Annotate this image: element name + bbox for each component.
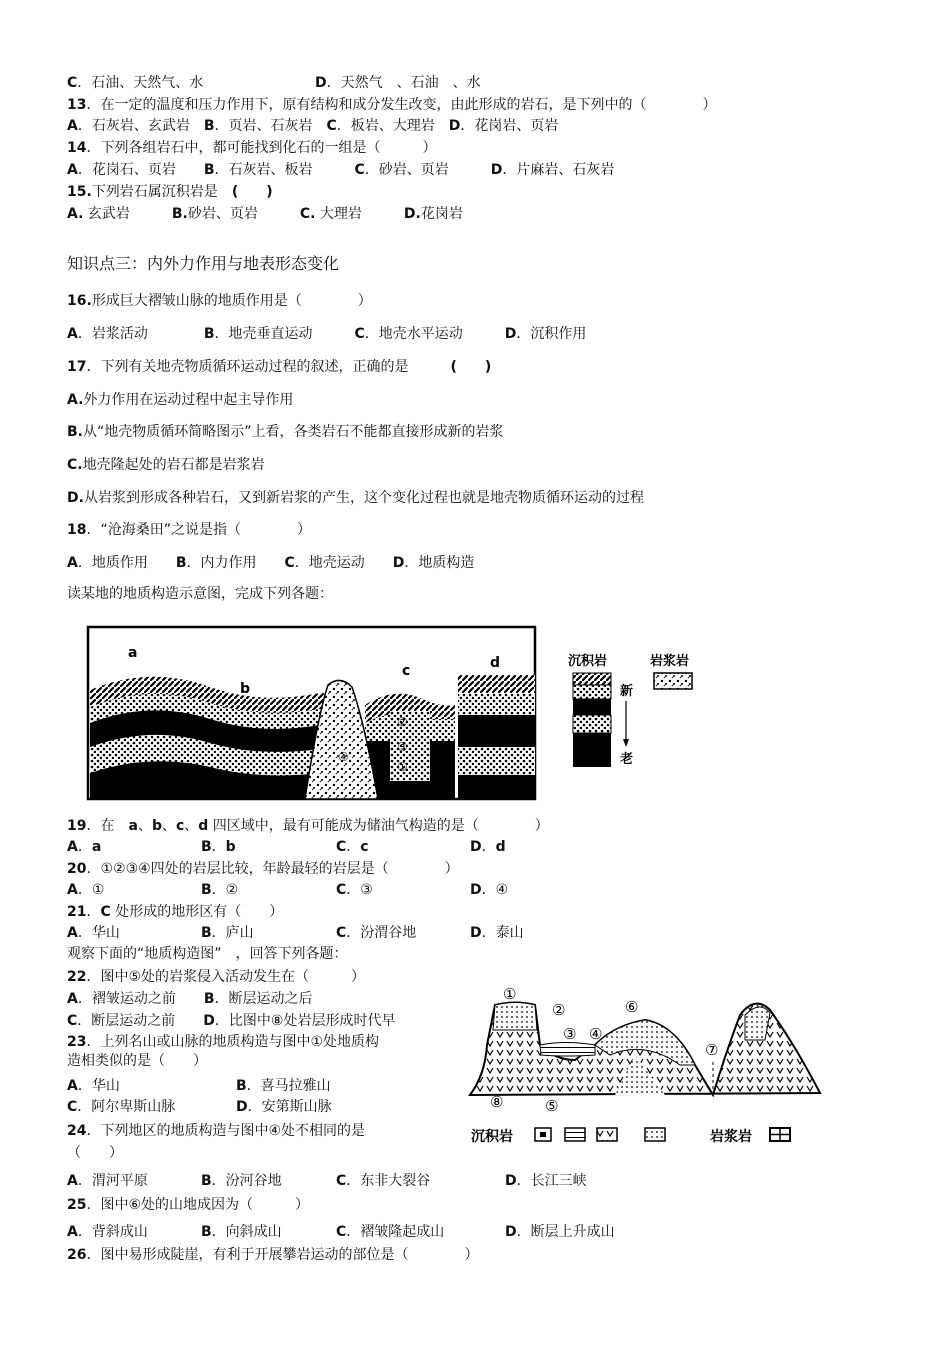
text-line [67,358,491,376]
text-span: ． [481,839,496,855]
text-span: 读某地的地质构造示意图，完成下列各题： [67,586,333,602]
text-span: D [505,1173,517,1189]
text-span: B [201,1173,212,1189]
text-span: ．页岩、石灰岩 [214,118,327,134]
text-span: （ ） [67,1145,123,1161]
text-line [67,1246,478,1264]
text-span: ．长江三峡 [516,1173,587,1189]
text-span: 19 [67,818,87,834]
text-line [67,139,436,157]
text-span: 16. [67,293,92,309]
text-span: ．向斜成山 [211,1224,282,1240]
text-span: ． [346,839,361,855]
text-line [67,1122,365,1140]
text-span: A [67,925,78,941]
circled-2: ② [397,715,408,729]
text-span: B [203,991,215,1007]
text-span: B. [67,424,83,440]
text-span: ．东非大裂谷 [346,1173,431,1189]
text-span: 花岗岩 [420,206,463,222]
text-span: 从岩浆到形成各种岩石，又到新岩浆的产生，这个变化过程也就是地壳物质循环运动的过程 [83,490,644,506]
text-span: B [236,1078,247,1094]
text-span: 26 [67,1247,87,1263]
text-line [67,521,311,539]
text-span: 22 [67,969,87,985]
text-span: C [336,1224,347,1240]
text-span: 、 [161,818,176,834]
text-span: B [201,839,212,855]
text-span: 18 [67,522,87,538]
geology-diagram-2 [465,985,845,1150]
text-span: C. [299,206,316,222]
text-span: B [175,555,187,571]
legend-new: 新 [620,684,634,699]
text-span: ．地壳垂直运动 [214,326,355,342]
text-span: b [225,839,236,855]
text-span: ．阿尔卑斯山脉 [77,1099,176,1115]
text-span: ．下列各组岩石中，都可能找到化石的一组是（ ） [86,140,437,156]
text-span: ．褶皱隆起成山 [346,1224,445,1240]
text-span: D [392,555,405,571]
text-span: 玄武岩 [83,206,172,222]
text-span: a [128,818,138,834]
text-span: d [495,839,506,855]
circled-6: ⑥ [625,998,639,1016]
text-line [336,838,369,856]
text-span: 观察下面的“地质构造图” ，回答下列各题： [67,946,348,962]
text-line [505,1223,615,1241]
legend-igneous: 岩浆岩 [650,654,690,669]
text-span: ．石灰岩、玄武岩 [77,118,204,134]
text-span: ．断层运动之前 [77,1013,204,1029]
text-line [67,161,614,179]
text-span: C [336,925,347,941]
geology-diagram-1 [60,615,700,815]
text-span: C [284,555,295,571]
text-line [470,838,506,856]
legend-sedimentary: 沉积岩 [568,654,608,669]
circled-4: ④ [589,1025,603,1043]
text-span: C. [67,457,83,473]
text-span: ．内力作用 [186,555,285,571]
text-line [67,585,333,603]
text-line [67,205,463,223]
text-span: B [203,118,215,134]
text-span: D [490,162,503,178]
text-line [67,860,459,878]
text-line [67,1144,123,1162]
legend-sedimentary: 沉积岩 [471,1129,513,1145]
text-span: D [470,839,482,855]
text-span: ．安第斯山脉 [247,1099,332,1115]
text-span: ．石油、天然气、水 [77,75,204,91]
text-line [67,838,101,856]
text-line [67,456,265,474]
text-line [201,924,254,942]
text-span: ．砂岩、页岩 [364,162,491,178]
text-span: D [504,326,517,342]
text-span: 四区域中，最有可能成为储油气构造的是（ ） [208,818,549,834]
text-span: ．庐山 [211,925,254,941]
text-line [201,838,236,856]
text-span: C [67,1013,78,1029]
text-line [67,96,716,114]
text-line [67,325,586,343]
text-span: A [67,991,78,1007]
text-span: 20 [67,861,87,877]
text-span: 大理岩 [315,206,404,222]
text-span: B [201,882,212,898]
text-span: A. [67,392,84,408]
text-span: ．① [77,882,105,898]
text-span: ．褶皱运动之前 [77,991,204,1007]
text-span: A [67,1173,78,1189]
text-span: 砂岩、页岩 [187,206,300,222]
text-line [505,1172,587,1190]
text-line [67,117,558,135]
text-span: ．华山 [77,1078,120,1094]
text-line [236,1098,332,1116]
text-span: ．图中易形成陡崖，有利于开展攀岩运动的部位是（ ） [86,1247,479,1263]
text-span: ．地质构造 [404,555,475,571]
circled-1: ① [503,985,517,1003]
label-b: b [240,681,251,697]
circled-3: ③ [563,1025,577,1043]
text-line [67,968,365,986]
text-span: D. [67,490,84,506]
text-line [201,1223,282,1241]
text-span: A. [67,206,84,222]
text-span: ． [77,839,92,855]
text-span: 外力作用在运动过程中起主导作用 [83,392,294,408]
text-span: B [201,1224,212,1240]
text-span: D [203,1013,215,1029]
text-span: ．图中⑥处的山地成因为（ ） [86,1197,310,1213]
text-span: ．岩浆活动 [77,326,204,342]
text-span: ．地壳运动 [294,555,393,571]
text-span: C [67,75,78,91]
text-line [67,423,504,441]
text-line [236,1077,331,1095]
text-span: ．汾河谷地 [211,1173,282,1189]
text-span: C [336,1173,347,1189]
text-span: A [67,1224,78,1240]
circled-4: ④ [338,750,349,764]
text-span: ．花岗岩、页岩 [460,118,559,134]
text-span: ．断层上升成山 [516,1224,615,1240]
text-span: ．下列地区的地质构造与图中④处不相同的是 [86,1123,366,1139]
text-line [67,903,283,921]
text-span: A [67,882,78,898]
text-line [315,74,481,92]
text-line [67,1223,148,1241]
text-span: B [203,162,215,178]
text-span: A [67,326,78,342]
text-span: D [470,882,482,898]
text-span: D [315,75,327,91]
text-span: ．比图中⑧处岩层形成时代早 [214,1013,396,1029]
text-span: D [470,925,482,941]
text-span: ．下列有关地壳物质循环运动过程的叙述，正确的是 [86,359,451,375]
text-line [67,74,203,92]
circled-7: ⑦ [705,1041,719,1059]
text-span: D [505,1224,517,1240]
label-c: c [402,663,411,679]
text-span: 、 [137,818,152,834]
text-span: ．华山 [77,925,120,941]
text-span: A [67,1078,78,1094]
text-line [67,1012,395,1030]
text-span: 13 [67,97,87,113]
text-line [67,391,293,409]
text-span: ．“沧海桑田”之说是指（ ） [86,522,311,538]
text-span: ．④ [481,882,509,898]
text-span: 处形成的地形区有（ ） [110,904,284,920]
text-span: 17 [67,359,87,375]
circled-8: ⑧ [490,1093,504,1111]
text-span: C [67,1099,78,1115]
text-line [201,881,238,899]
text-span: ． [211,839,226,855]
text-span: 造相类似的是（ ） [67,1053,207,1069]
text-span: A [67,555,78,571]
text-span: A [67,118,78,134]
text-span: ( ) [450,359,492,375]
text-span: ．泰山 [481,925,524,941]
text-span: C [326,118,337,134]
text-span: ．板岩、大理岩 [336,118,449,134]
text-span: d [198,818,209,834]
text-span: 下列岩石属沉积岩是 [91,184,232,200]
label-d: d [490,655,501,671]
legend-igneous: 岩浆岩 [710,1129,752,1145]
text-line [67,1098,175,1116]
section-title: 知识点三：内外力作用与地表形态变化 [67,254,340,273]
text-span: ．② [211,882,239,898]
text-span: ．渭河平原 [77,1173,148,1189]
text-span: ．③ [346,882,373,898]
text-span: C [336,839,347,855]
text-span: B. [171,206,188,222]
text-span: 地壳隆起处的岩石都是岩浆岩 [82,457,265,473]
text-span: D [448,118,461,134]
text-span: A [67,162,78,178]
text-span: A [67,839,78,855]
text-span: 14 [67,140,87,156]
text-line [67,1196,309,1214]
text-span: c [175,818,185,834]
text-line [67,945,348,963]
text-span: C [100,904,111,920]
text-span: ．断层运动之后 [214,991,313,1007]
text-span: ．片麻岩、石灰岩 [502,162,615,178]
text-span: ．背斜成山 [77,1224,148,1240]
text-span: c [360,839,369,855]
text-span: D [236,1099,248,1115]
text-line [67,183,273,201]
text-line [67,1033,379,1051]
circled-1: ① [397,760,408,774]
text-span: b [151,818,162,834]
text-span: a [91,839,102,855]
text-span: ．在 [86,818,129,834]
text-line [67,1052,207,1070]
text-span: ．上列名山或山脉的地质构造与图中①处地质构 [86,1034,380,1050]
text-span: ．沉积作用 [516,326,587,342]
text-line [67,881,104,899]
text-span: ．石灰岩、板岩 [214,162,355,178]
text-span: ．图中⑤处的岩浆侵入活动发生在（ ） [86,969,366,985]
text-span: ．花岗石、页岩 [77,162,204,178]
text-line [67,924,120,942]
legend-old: 老 [620,752,634,767]
text-line [67,554,474,572]
text-span: ． [86,904,101,920]
text-line [336,1223,444,1241]
text-span: ．天然气 、石油 、水 [326,75,481,91]
text-span: 形成巨大褶皱山脉的地质作用是（ ） [91,293,372,309]
label-a: a [128,645,138,661]
text-line [336,881,373,899]
text-span: 23 [67,1034,87,1050]
text-line [336,1172,430,1190]
text-span: 、 [184,818,199,834]
text-span: ．在一定的温度和压力作用下，原有结构和成分发生改变，由此形成的岩石，是下列中的（ ） [86,97,717,113]
text-span: ．地壳水平运动 [364,326,505,342]
text-span: 25 [67,1197,87,1213]
text-span: C [354,326,365,342]
text-line [67,489,644,507]
text-line [67,1077,120,1095]
text-line [470,881,508,899]
circled-3: ③ [397,740,408,754]
text-span: D. [403,206,421,222]
text-span: ．汾渭谷地 [346,925,417,941]
text-span: ．①②③④四处的岩层比较，年龄最轻的岩层是（ ） [86,861,459,877]
text-line [67,1172,148,1190]
text-span: B [203,326,215,342]
circled-5: ⑤ [545,1097,559,1115]
text-span: ．喜马拉雅山 [246,1078,331,1094]
text-line [470,924,524,942]
text-line [67,990,313,1008]
text-line [201,1172,282,1190]
text-span: 15. [67,184,92,200]
text-span: ．地质作用 [77,555,176,571]
text-span: B [201,925,212,941]
text-line [67,292,372,310]
text-span: C [336,882,347,898]
circled-2: ② [552,1001,566,1019]
text-line [336,924,416,942]
text-span: ( ) [231,184,273,200]
text-span: 从“地壳物质循环简略图示”上看，各类岩石不能都直接形成新的岩浆 [83,424,504,440]
text-span: 24 [67,1123,87,1139]
text-span: 21 [67,904,87,920]
text-line [67,817,549,835]
text-span: C [354,162,365,178]
